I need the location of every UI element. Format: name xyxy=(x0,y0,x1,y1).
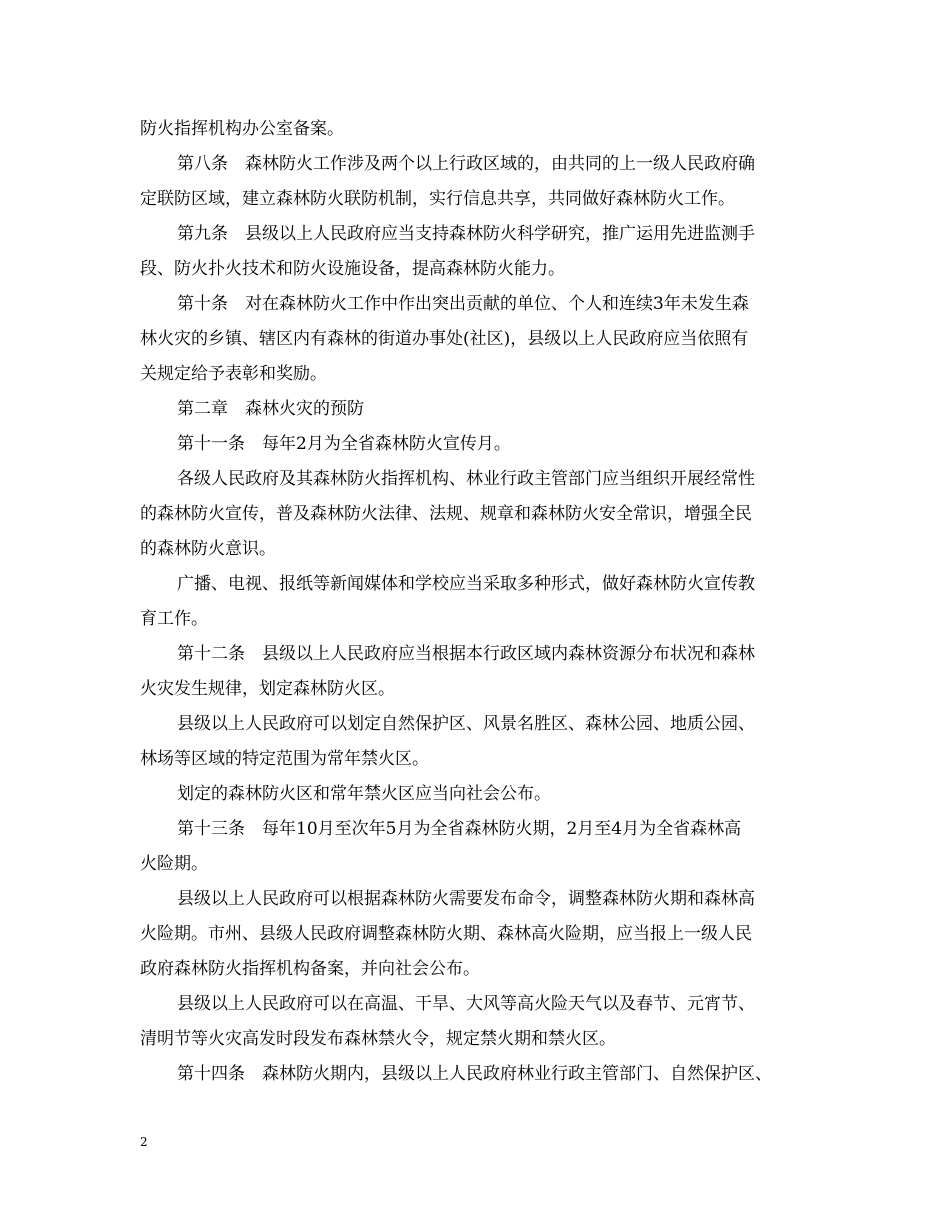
text-line: 各级人民政府及其森林防火指挥机构、林业行政主管部门应当组织开展经常性 xyxy=(177,469,755,489)
text-line: 的森林防火宣传，普及森林防火法律、法规、规章和森林防火安全常识，增强全民 xyxy=(140,504,752,524)
text-line: 县级以上人民政府可以划定自然保护区、风景名胜区、森林公园、地质公园、 xyxy=(177,714,755,734)
text-line: 林场等区域的特定范围为常年禁火区。 xyxy=(140,749,429,769)
text-line: 防火指挥机构办公室备案。 xyxy=(140,119,344,139)
text-line: 火险期。 xyxy=(140,854,208,874)
text-line: 县级以上人民政府可以在高温、干旱、大风等高火险天气以及春节、元宵节、 xyxy=(177,994,755,1014)
text-line: 划定的森林防火区和常年禁火区应当向社会公布。 xyxy=(177,784,551,804)
text-line: 第十二条 县级以上人民政府应当根据本行政区域内森林资源分布状况和森林 xyxy=(177,644,755,664)
document-body xyxy=(140,112,812,1092)
text-line: 火灾发生规律，划定森林防火区。 xyxy=(140,679,395,699)
text-line: 关规定给予表彰和奖励。 xyxy=(140,364,327,384)
text-line: 段、防火扑火技术和防火设施设备，提高森林防火能力。 xyxy=(140,259,565,279)
text-line: 第二章 森林火灾的预防 xyxy=(177,399,364,419)
text-line: 清明节等火灾高发时段发布森林禁火令，规定禁火期和禁火区。 xyxy=(140,1029,616,1049)
text-line: 的森林防火意识。 xyxy=(140,539,276,559)
text-line: 第十三条 每年10月至次年5月为全省森林防火期，2月至4月为全省森林高 xyxy=(177,819,742,839)
text-line: 政府森林防火指挥机构备案，并向社会公布。 xyxy=(140,959,480,979)
text-line: 第十条 对在森林防火工作中作出突出贡献的单位、个人和连续3年未发生森 xyxy=(177,294,749,314)
text-line: 第八条 森林防火工作涉及两个以上行政区域的，由共同的上一级人民政府确 xyxy=(177,154,755,174)
text-line: 第九条 县级以上人民政府应当支持森林防火科学研究，推广运用先进监测手 xyxy=(177,224,755,244)
text-line: 第十一条 每年2月为全省森林防火宣传月。 xyxy=(177,434,511,454)
text-line: 广播、电视、报纸等新闻媒体和学校应当采取多种形式，做好森林防火宣传教 xyxy=(177,574,755,594)
text-line: 定联防区域，建立森林防火联防机制，实行信息共享，共同做好森林防火工作。 xyxy=(140,189,735,209)
page-number: 2 xyxy=(140,1135,148,1149)
text-line: 育工作。 xyxy=(140,609,208,629)
text-line: 第十四条 森林防火期内，县级以上人民政府林业行政主管部门、自然保护区、 xyxy=(177,1064,772,1084)
text-line: 林火灾的乡镇、辖区内有森林的街道办事处(社区)，县级以上人民政府应当依照有 xyxy=(140,329,749,349)
text-line: 火险期。市州、县级人民政府调整森林防火期、森林高火险期，应当报上一级人民 xyxy=(140,924,752,944)
text-line: 县级以上人民政府可以根据森林防火需要发布命令，调整森林防火期和森林高 xyxy=(177,889,755,909)
